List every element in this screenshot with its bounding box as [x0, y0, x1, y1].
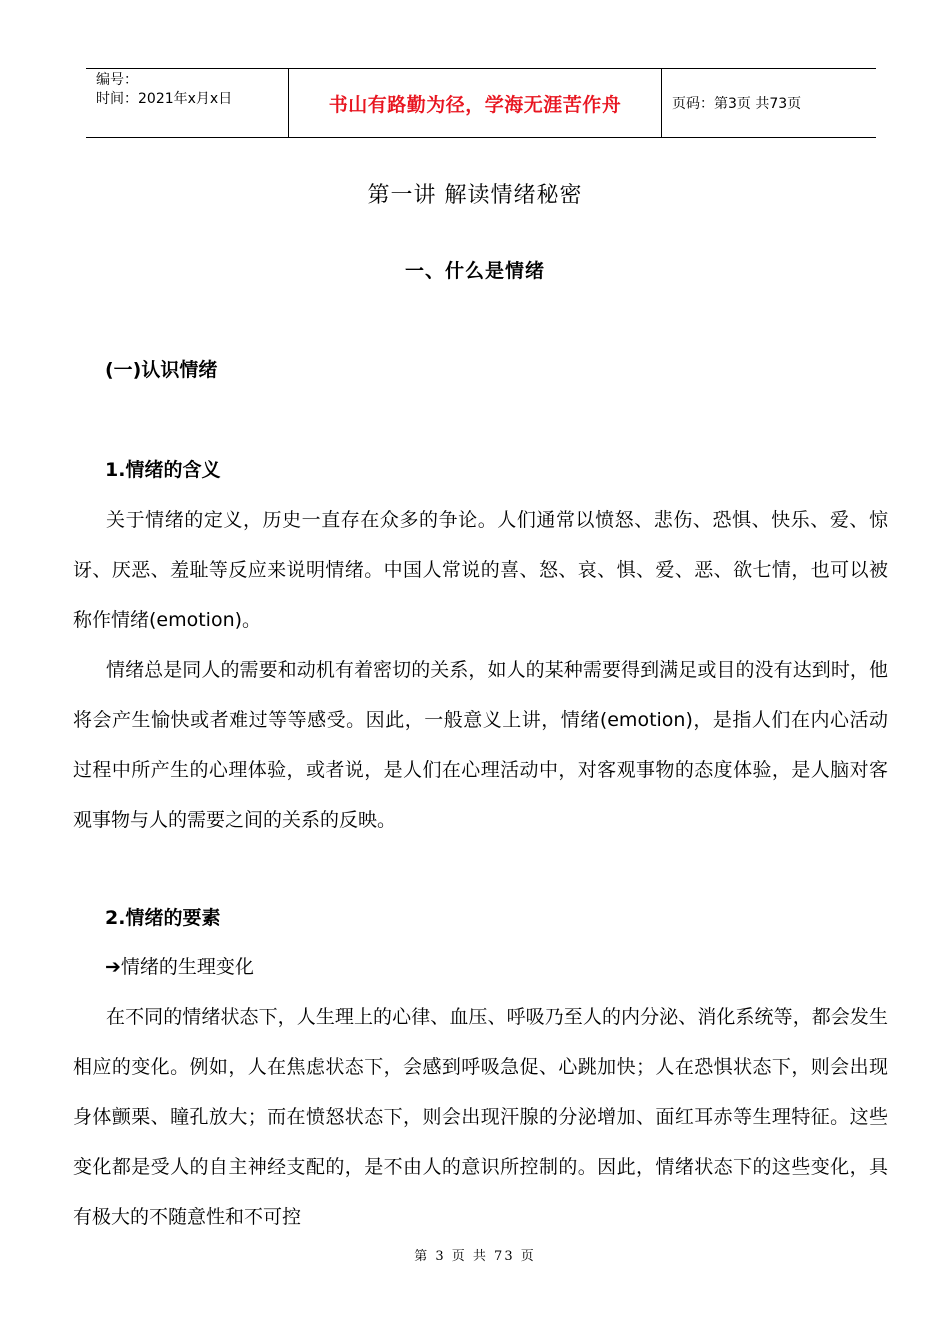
paragraph-physiology: 在不同的情绪状态下，人生理上的心律、血压、呼吸乃至人的内分泌、消化系统等，都会发生相应的变化。例如，人在焦虑状态下，会感到呼吸急促、心跳加快；人在恐惧状态下，则会出现身体颤栗、瞳孔放大；而在愤怒状态下，则会出现汗腺的分泌增加、面红耳赤等生理特征。这些变化都是受人的自主神经支配的，是不由人的意识所控制的。因此，情绪状态下的这些变化，具有极大的不随意性和不可控	[73, 1006, 888, 1228]
bullet-physiology	[105, 952, 254, 979]
subsection-title: (一)认识情绪	[105, 359, 218, 381]
paragraph-needs: 情绪总是同人的需要和动机有着密切的关系，如人的某种需要得到满足或目的没有达到时，他将会产生愉快或者难过等等感受。因此，一般意义上讲，情绪(emotion)，是指人们在内心活动过程中所产生的心理体验，或者说，是人们在心理活动中，对客观事物的态度体验，是人脑对客观事物与人的需要之间的关系的反映。	[73, 659, 888, 831]
header-meta	[86, 69, 288, 137]
bullet-label: 情绪的生理变化	[120, 956, 254, 978]
header-motto-cell	[288, 69, 662, 137]
heading-meaning: 1.情绪的含义	[105, 459, 221, 481]
page-footer: 第 3 页 共 73 页	[414, 1249, 536, 1264]
lecture-title: 第一讲 解读情绪秘密	[367, 183, 583, 208]
heading-elements: 2.情绪的要素	[105, 907, 221, 929]
page-header	[86, 68, 876, 138]
arrow-right-icon: ➔	[105, 956, 121, 978]
header-motto: 书山有路勤为径，学海无涯苦作舟	[328, 93, 622, 116]
header-page-info: 页码：第3页 共73页	[672, 96, 802, 112]
time-label: 时间：2021年x月x日	[96, 91, 233, 107]
paragraph-definition: 关于情绪的定义，历史一直存在众多的争论。人们通常以愤怒、悲伤、恐惧、快乐、爱、惊讶、厌恶、羞耻等反应来说明情绪。中国人常说的喜、怒、哀、惧、爱、恶、欲七情，也可以被称作情绪(emotion)。	[73, 509, 888, 631]
section-title: 一、什么是情绪	[404, 260, 545, 282]
number-label: 编号：	[96, 72, 138, 88]
